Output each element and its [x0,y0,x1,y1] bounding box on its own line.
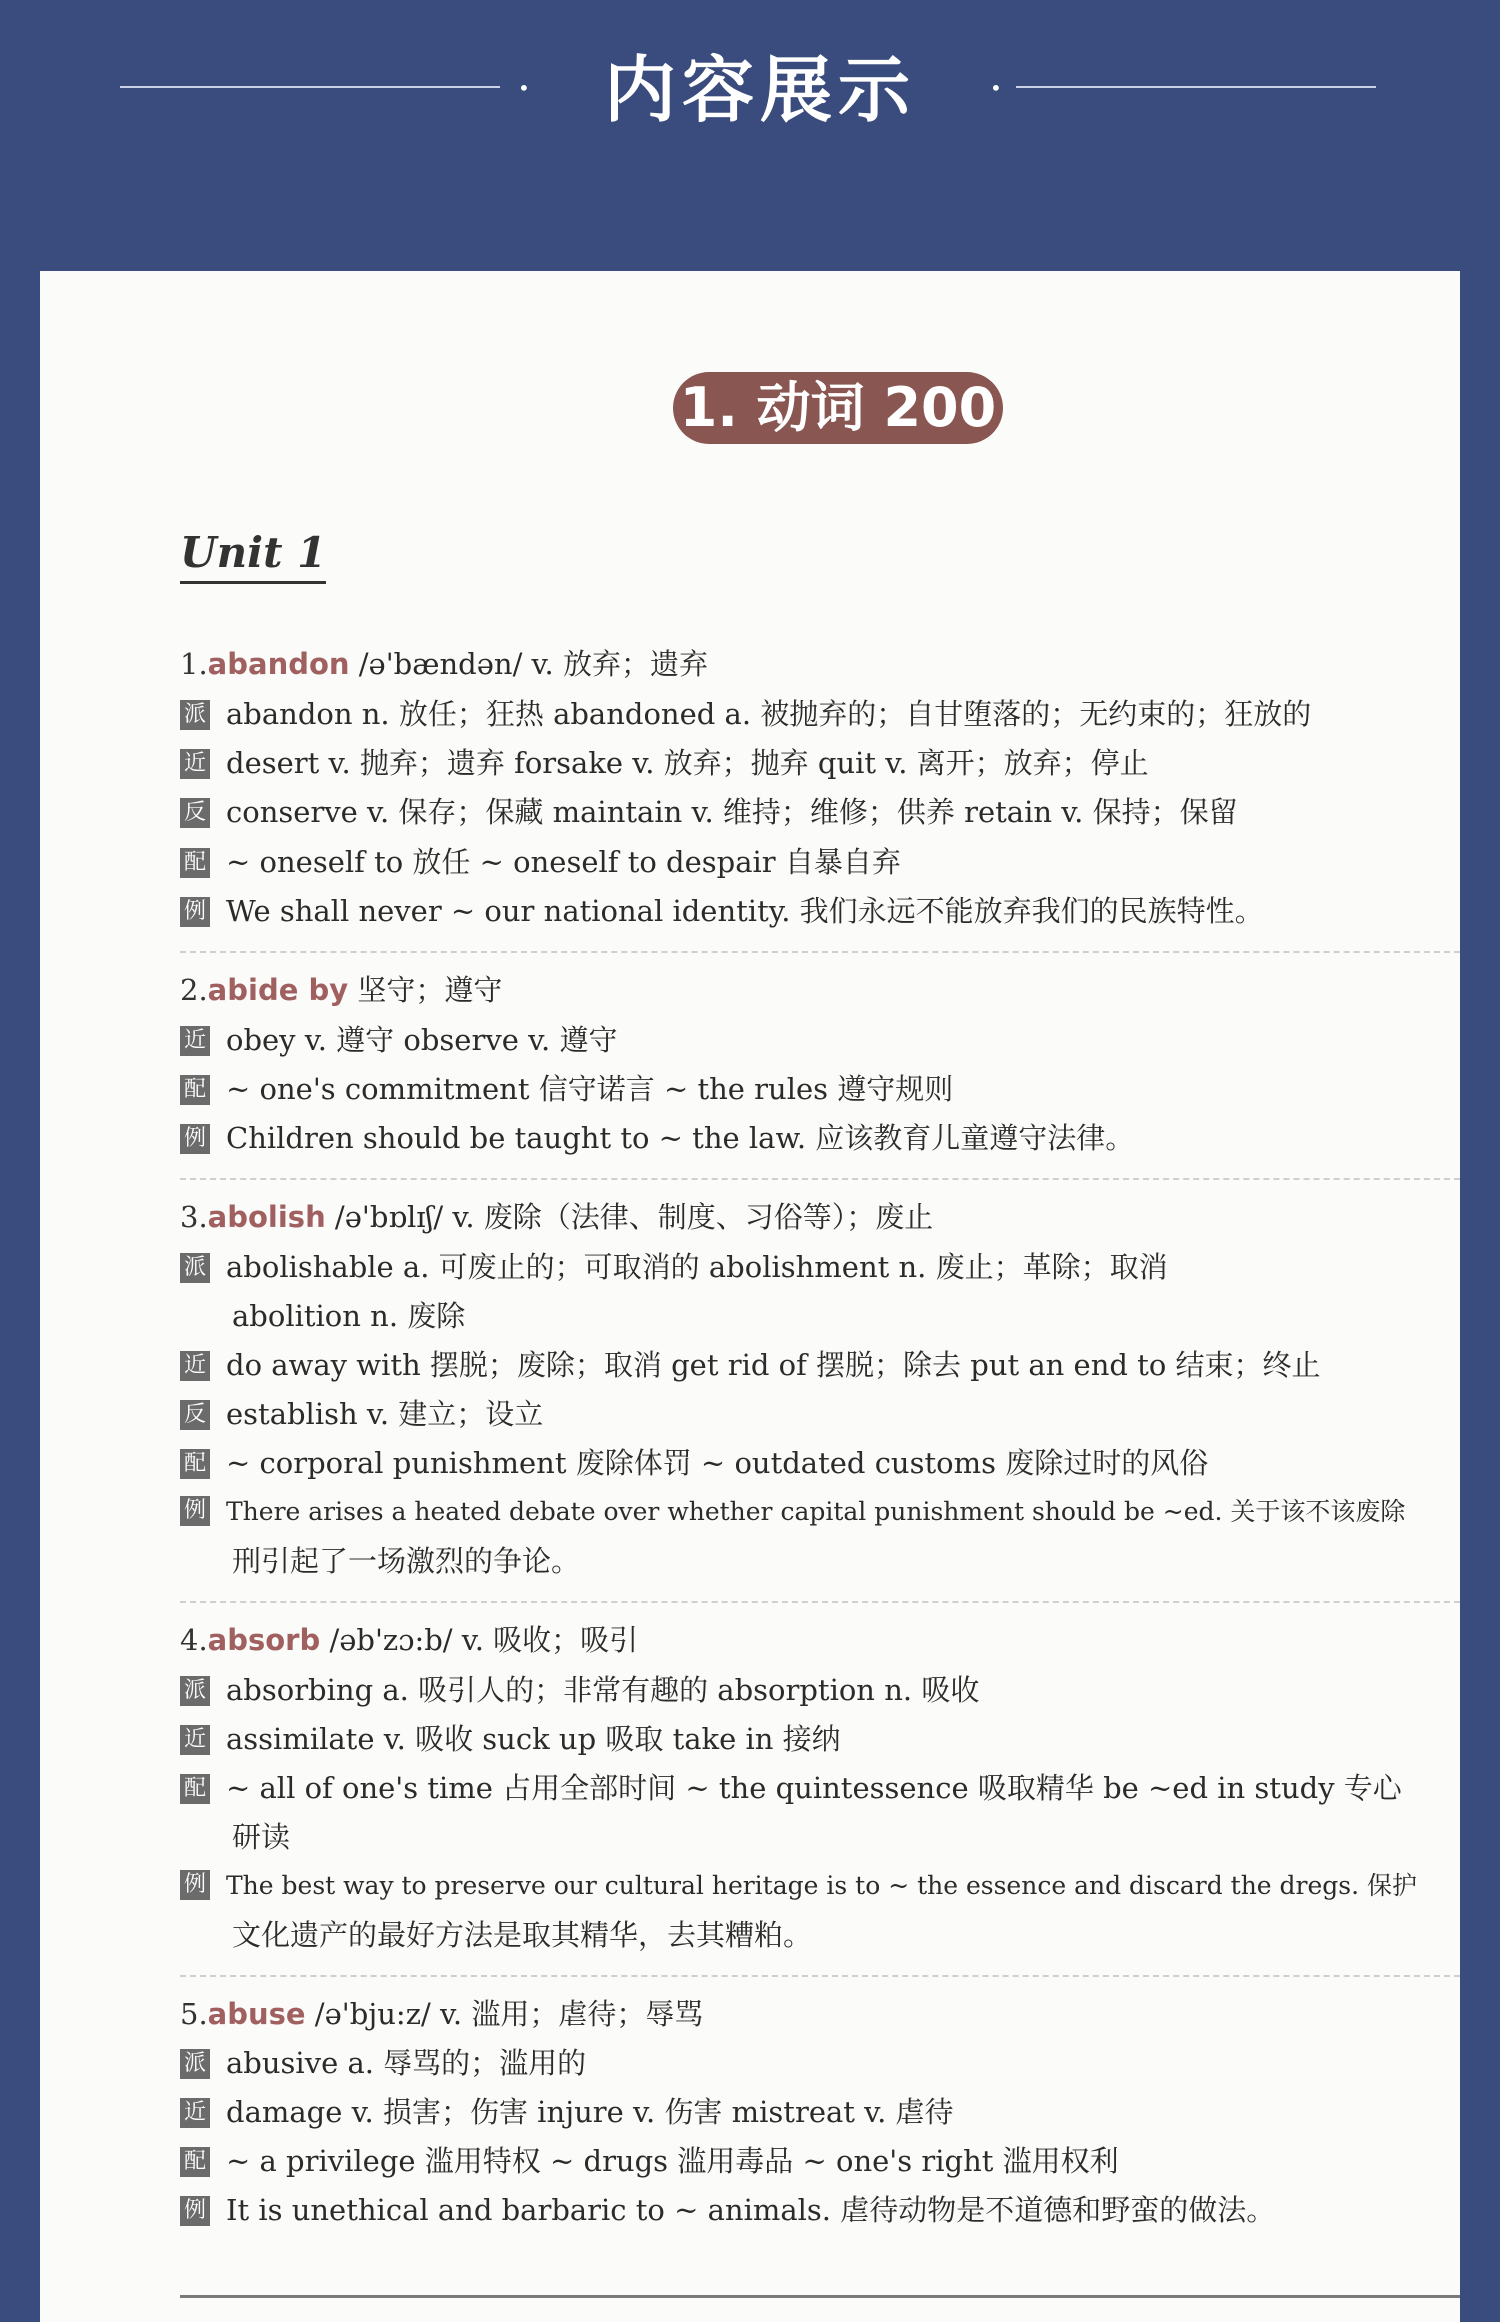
entry-word: abuse [207,1997,306,2031]
example-line [180,1866,1417,1906]
collocation-continuation: 研读 [232,1820,291,1854]
header-dot-left: • [518,76,530,100]
synonym-line [180,743,1149,783]
example-text: It is unethical and barbaric to ~ animals. 虐待动物是不道德和野蛮的做法。 [226,2193,1276,2227]
collocation-badge: 配 [180,848,210,878]
synonym-text: desert v. 抛弃；遗弃 forsake v. 放弃；抛弃 quit v. 离开；放弃；停止 [226,746,1149,780]
synonym-text: obey v. 遵守 observe v. 遵守 [226,1023,618,1057]
entry-number: 5. [180,1997,208,2031]
collocation-badge: 配 [180,2147,210,2177]
example-badge: 例 [180,1870,210,1900]
collocation-badge: 配 [180,1075,210,1105]
entry-number: 1. [180,647,208,681]
collocation-badge: 配 [180,1449,210,1479]
derived-badge: 派 [180,1253,210,1283]
derived-line [180,1247,1168,1287]
entry-divider [180,951,1460,953]
antonym-line [180,792,1238,832]
antonym-line [180,1394,543,1434]
entry-headline [180,1620,638,1660]
entry-headline [180,970,502,1010]
derived-badge: 派 [180,2049,210,2079]
section-title: 内容展示 [603,48,916,132]
antonym-text: establish v. 建立；设立 [226,1397,544,1431]
synonym-badge: 近 [180,749,210,779]
collocation-text: ~ oneself to 放任 ~ oneself to despair 自暴自弃 [226,845,901,879]
example-continuation: 文化遗产的最好方法是取其精华，去其糟粕。 [232,1918,813,1952]
derived-badge: 派 [180,1676,210,1706]
collocation-line [180,1069,953,1109]
synonym-text: assimilate v. 吸收 suck up 吸取 take in 接纳 [226,1722,841,1756]
antonym-text: conserve v. 保存；保藏 maintain v. 维持；维修；供养 retain v. 保持；保留 [226,795,1238,829]
derived-line [180,2043,586,2083]
example-text: Children should be taught to ~ the law. 应该教育儿童遵守法律。 [226,1121,1135,1155]
entry-headline [180,1197,933,1237]
collocation-badge: 配 [180,1774,210,1804]
collocation-line [180,842,901,882]
antonym-badge: 反 [180,798,210,828]
collocation-text: ~ corporal punishment 废除体罚 ~ outdated customs 废除过时的风俗 [226,1446,1209,1480]
entry-definition: /əb'zɔ:b/ v. 吸收；吸引 [320,1623,639,1657]
antonym-badge: 反 [180,1400,210,1430]
example-text: There arises a heated debate over whether capital punishment should be ~ed. 关于该不该废除 [226,1497,1406,1526]
derived-line [180,694,1311,734]
entry-definition: /ə'bju:z/ v. 滥用；虐待；辱骂 [305,1997,704,2031]
example-line [180,1118,1134,1158]
entry-number: 2. [180,973,208,1007]
example-badge: 例 [180,897,210,927]
entry-number: 4. [180,1623,208,1657]
unit-heading: Unit 1 [180,527,326,584]
synonym-text: do away with 摆脱；废除；取消 get rid of 摆脱；除去 put an end to 结束；终止 [226,1348,1321,1382]
synonym-badge: 近 [180,2098,210,2128]
synonym-text: damage v. 损害；伤害 injure v. 伤害 mistreat v. 虐待 [226,2095,954,2129]
example-continuation: 刑引起了一场激烈的争论。 [232,1544,581,1578]
synonym-badge: 近 [180,1351,210,1381]
entry-word: abolish [207,1200,326,1234]
example-text: The best way to preserve our cultural heritage is to ~ the essence and discard the dregs. 保护 [226,1871,1418,1900]
collocation-line [180,1443,1208,1483]
derived-badge: 派 [180,700,210,730]
header-dot-right: • [990,76,1002,100]
entry-definition: 坚守；遵守 [348,973,503,1007]
example-badge: 例 [180,1496,210,1526]
synonym-line [180,1020,617,1060]
example-text: We shall never ~ our national identity. 我们永远不能放弃我们的民族特性。 [226,894,1264,928]
derived-line [180,1670,979,1710]
synonym-line [180,2092,954,2132]
page-bottom-rule [180,2295,1460,2298]
derived-text: abandon n. 放任；狂热 abandoned a. 被抛弃的；自甘堕落的；无约束的；狂放的 [226,697,1312,731]
example-line [180,891,1264,931]
synonym-badge: 近 [180,1725,210,1755]
entry-divider [180,1178,1460,1180]
collocation-text: ~ a privilege 滥用特权 ~ drugs 滥用毒品 ~ one's right 滥用权利 [226,2144,1119,2178]
example-badge: 例 [180,1124,210,1154]
entry-divider [180,1601,1460,1603]
chapter-pill: 1. 动词 200 [673,372,1003,444]
header-rule-left [120,86,500,88]
derived-text: abolishable a. 可废止的；可取消的 abolishment n. 废止；革除；取消 [226,1250,1168,1284]
collocation-text: ~ all of one's time 占用全部时间 ~ the quintessence 吸取精华 be ~ed in study 专心 [226,1771,1402,1805]
collocation-line [180,1768,1402,1808]
entry-word: abide by [207,973,349,1007]
entry-headline [180,1994,703,2034]
collocation-text: ~ one's commitment 信守诺言 ~ the rules 遵守规则 [226,1072,954,1106]
entry-definition: /ə'bɒlɪʃ/ v. 废除（法律、制度、习俗等）；废止 [325,1200,934,1234]
entry-definition: /ə'bændən/ v. 放弃；遗弃 [349,647,708,681]
synonym-line [180,1345,1321,1385]
entry-word: absorb [207,1623,321,1657]
entry-word: abandon [207,647,350,681]
entry-divider [180,1975,1460,1977]
header-rule-right [1016,86,1376,88]
derived-text: absorbing a. 吸引人的；非常有趣的 absorption n. 吸收 [226,1673,980,1707]
synonym-badge: 近 [180,1026,210,1056]
collocation-line [180,2141,1119,2181]
example-line [180,2190,1275,2230]
derived-continuation: abolition n. 废除 [232,1299,466,1333]
example-line [180,1492,1405,1532]
synonym-line [180,1719,841,1759]
entry-headline [180,644,708,684]
derived-text: abusive a. 辱骂的；滥用的 [226,2046,587,2080]
entry-number: 3. [180,1200,208,1234]
example-badge: 例 [180,2196,210,2226]
